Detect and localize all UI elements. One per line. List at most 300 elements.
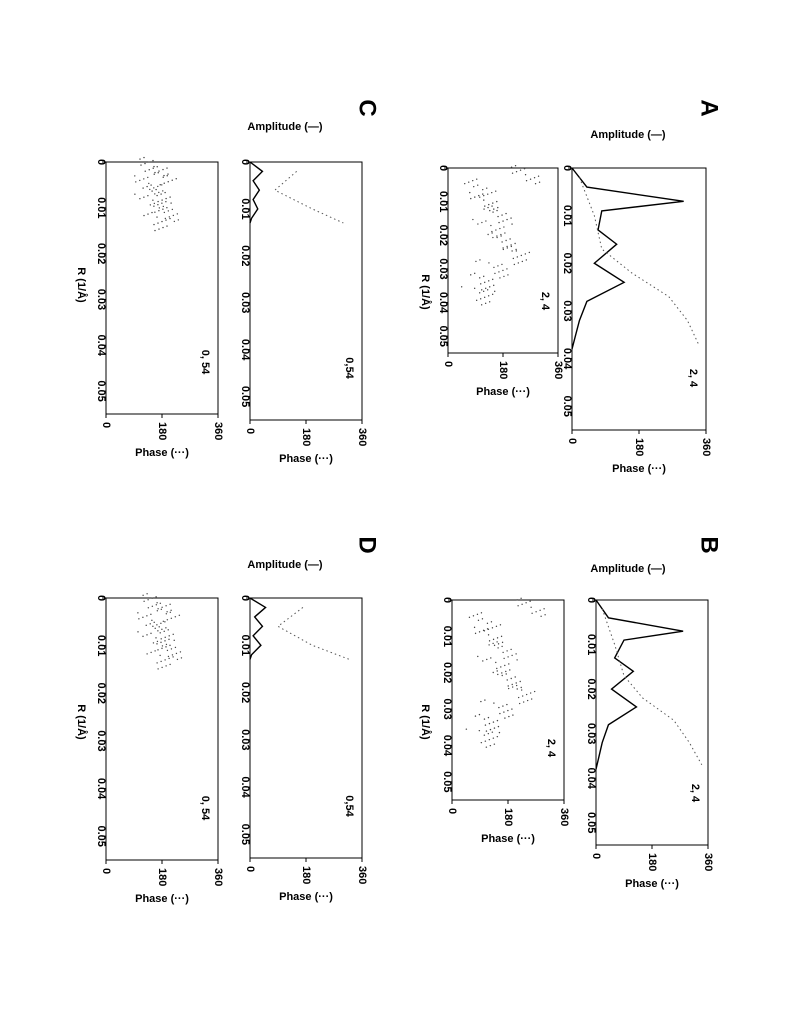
panel-c-bottom-r-tick-label: 0.04 [95,334,107,356]
panel-c-bottom-phase-point [162,227,163,228]
panel-c-bottom-phase-point [160,184,161,185]
panel-c-bottom-phase-point [156,195,157,196]
panel-d-bottom-phase-point [157,608,158,609]
panel-d-bottom-phase-point [150,652,151,653]
panel-d-bottom-phase-point [160,603,161,604]
panel-c-bottom-r-tick-label: 0 [95,158,107,166]
panel-d-bottom-phase-point [163,621,164,622]
panel-a-bottom-phase-point [483,276,484,277]
panel-a-bottom-phase-point [502,270,503,271]
panel-d-top-r-tick-label: 0.05 [239,823,251,846]
panel-d-bottom-phase-point [161,607,162,608]
panel-a-bottom-phase-point [516,171,517,172]
panel-b-top-r-tick-label: 0.04 [585,767,597,789]
panel-c-bottom-r-tick-label: 0.03 [95,288,107,311]
panel-c-top-phase-line [275,171,343,223]
panel-c-bottom-phase-point [165,198,166,199]
panel-b-bottom-phase-point [515,676,516,677]
panel-b-top-phase-tick-label: 180 [646,853,659,872]
panel-b-bottom-phase-point [505,671,506,672]
panel-c-top-phase-label: Phase (···) [279,453,333,465]
panel-b-bottom-phase-point [490,657,491,658]
panel-b-bottom-phase-point [510,649,511,650]
panel-a-bottom-phase-point [491,205,492,206]
panel-d-bottom-phase-point [174,640,175,641]
panel-b-bottom-phase-point [493,721,494,722]
panel-d-bottom-phase-point [157,668,158,669]
panel-b-bottom-phase-point [490,745,491,746]
panel-d-bottom-phase-point [155,596,156,597]
panel-a-bottom-phase-point [515,165,516,166]
panel-a-bottom-phase-point [484,205,485,206]
panel-a-bottom-phase-point [481,222,482,223]
panel-c-bottom-phase-point [149,169,150,170]
panel-d-bottom-phase-point [155,628,156,629]
panel-b-bottom-phase-point [495,662,496,663]
panel-a-bottom-phase-point [461,286,462,287]
panel-c-bottom-phase-point [150,184,151,185]
panel-c-bottom-phase-point [159,207,160,208]
panel-b-bottom-phase-point [511,678,512,679]
panel-b-top-phase-line [602,609,702,765]
panel-a-bottom-phase-point [491,232,492,233]
panel-a-bottom-phase-point [488,204,489,205]
panel-b-bottom-phase-point [489,640,490,641]
panel-d-letter: D [353,536,381,554]
panel-c-bottom-phase-point [157,204,158,205]
panel-a-bottom-phase-point [504,232,505,233]
panel-a-bottom-phase-point [497,216,498,217]
panel-d-bottom-phase-point [175,647,176,648]
panel-b-bottom-phase-point [516,659,517,660]
panel-c-bottom-tag: 0, 54 [199,349,211,375]
panel-d-top-phase-line [278,607,350,659]
panel-c-bottom-r-tick-label: 0.01 [95,197,107,219]
panel-b-bottom-phase-point [493,702,494,703]
panel-d-top-phase-label: Phase (···) [279,891,333,903]
panel-b-bottom-phase-point [493,639,494,640]
panel-d-bottom-phase-point [161,667,162,668]
panel-c-bottom-phase-point [156,216,157,217]
panel-b-bottom-phase-point [484,718,485,719]
panel-b-bottom-phase-point [492,627,493,628]
panel-a-bottom-phase-tick-label: 180 [497,361,510,380]
panel-a-bottom-phase-point [501,264,502,265]
panel-d-bottom-phase-point [169,635,170,636]
panel-a-bottom-phase-point [477,223,478,224]
panel-b-bottom-phase-point [504,665,505,666]
panel-a-bottom-phase-point [469,192,470,193]
panel-b-bottom-phase-point [497,720,498,721]
panel-d-bottom-r-tick-label: 0.01 [95,634,107,657]
panel-c-bottom-phase-point [148,161,149,162]
panel-b-bottom-phase-point [478,620,479,621]
panel-a-bottom-phase-point [506,246,507,247]
panel-b-bottom-phase-point [498,707,499,708]
panel-d-bottom-r-tick-label: 0.05 [95,825,107,847]
panel-d-bottom-phase-point [154,650,155,651]
panel-a-bottom-phase-point [464,183,465,184]
panel-d-bottom-phase-point [162,645,163,646]
panel-b-letter: B [695,536,723,554]
panel-a-r-label: R (1/Å) [419,274,431,310]
panel-d-bottom-phase-point [166,644,167,645]
panel-b-bottom-phase-point [466,728,467,729]
panel-c-bottom-phase-point [165,201,166,202]
panel-c-bottom-phase-point [139,158,140,159]
panel-a-bottom-phase-point [478,195,479,196]
panel-d-bottom-phase-point [170,612,171,613]
panel-b-bottom-phase-point [474,627,475,628]
panel-d-bottom-phase-point [161,638,162,639]
panel-b-bottom-phase-point [517,605,518,606]
panel-c-bottom-phase-tick-label: 180 [156,422,169,441]
panel-d-top-r-tick-label: 0.04 [239,776,251,798]
panel-d-bottom-phase-point [181,657,182,658]
panel-d-bottom-phase-point [176,653,177,654]
panel-c-bottom-phase-point [157,186,158,187]
panel-d-bottom-phase-point [164,631,165,632]
panel-a-bottom-phase-point [498,271,499,272]
panel-a-bottom-phase-point [470,198,471,199]
panel-d-bottom-phase-point [142,595,143,596]
panel-b-bottom-phase-point [496,668,497,669]
panel-c-bottom-phase-point [134,175,135,176]
panel-b-bottom-phase-point [512,686,513,687]
panel-a-bottom-phase-point [501,241,502,242]
panel-b-bottom-phase-point [543,608,544,609]
panel-b-bottom-phase-point [509,669,510,670]
panel-a-bottom-phase-point [489,210,490,211]
panel-a-bottom-plot [437,165,564,379]
panel-b-bottom-phase-point [494,743,495,744]
panel-b-bottom-phase-point [489,739,490,740]
panel-d-bottom-phase-point [155,637,156,638]
panel-a-bottom-phase-point [482,193,483,194]
panel-c-bottom-phase-point [177,213,178,214]
panel-a-bottom-phase-point [487,193,488,194]
panel-a-top-tag: 2, 4 [687,368,699,388]
panel-c-bottom-phase-point [158,228,159,229]
panel-a-bottom-phase-point [507,274,508,275]
panel-b-bottom-phase-point [539,610,540,611]
panel-d-bottom-phase-point [147,599,148,600]
panel-a-bottom-phase-point [491,192,492,193]
panel-c-bottom-phase-point [172,209,173,210]
panel-c-bottom-r-tick-label: 0.02 [95,242,107,265]
panel-a-letter: A [695,99,723,117]
panel-b-bottom-phase-point [500,624,501,625]
panel-a-bottom-phase-point [482,189,483,190]
panel-b-bottom-phase-point [511,655,512,656]
panel-a-bottom-phase-point [529,252,530,253]
panel-c-bottom-phase-tick-label: 0 [100,422,113,429]
panel-d-bottom-phase-point [167,650,168,651]
panel-a-bottom-phase-point [468,181,469,182]
panel-d-bottom-r-tick-label: 0.03 [95,730,107,752]
panel-c-bottom-phase-point [157,222,158,223]
panel-b-bottom-phase-point [516,682,517,683]
panel-c-top-phase-tick-label: 180 [300,428,313,447]
panel-b-bottom-phase-point [520,681,521,682]
panel-a-bottom-phase-point [479,259,480,260]
panel-b-bottom-r-tick-label: 0.05 [441,771,453,793]
panel-a-bottom-phase-point [503,226,504,227]
panel-a-bottom-phase-point [492,294,493,295]
panel-c-bottom-phase-point [167,175,168,176]
panel-d-bottom-phase-point [179,615,180,616]
panel-c-bottom-phase-point [143,197,144,198]
panel-b-bottom-phase-point [527,700,528,701]
panel-c-bottom-phase-point [147,213,148,214]
panel-c-bottom-phase-point [167,173,168,174]
panel-c-bottom-phase-point [153,187,154,188]
panel-d-bottom-phase-point [170,610,171,611]
panel-b-bottom-phase-point [497,736,498,737]
panel-b-top-r-tick-label: 0 [585,596,597,604]
panel-a-top-r-tick-label: 0.03 [561,300,573,322]
panel-b-bottom-phase-point [488,634,489,635]
panel-b-bottom-phase-point [469,617,470,618]
panel-c-top-r-tick-label: 0.03 [239,292,251,314]
panel-d-bottom-phase-point [169,604,170,605]
panel-c-bottom-phase-point [154,172,155,173]
panel-d-bottom-phase-point [154,622,155,623]
panel-a-bottom-phase-point [513,258,514,259]
panel-d-bottom-phase-point [172,656,173,657]
panel-c-amplitude-label: Amplitude (—) [247,121,323,133]
panel-d-bottom-phase-point [161,648,162,649]
panel-c-bottom-phase-point [166,167,167,168]
panel-a-bottom-phase-point [492,279,493,280]
panel-c-top-r-tick-label: 0.01 [239,198,251,220]
panel-c-bottom-phase-point [134,194,135,195]
panel-c-bottom-phase-tick-label: 360 [212,422,225,441]
panel-c-bottom-phase-point [151,190,152,191]
panel-b-bottom-phase-point [483,630,484,631]
panel-a-bottom-phase-point [498,222,499,223]
panel-a-bottom-phase-point [525,174,526,175]
panel-b-top-phase-tick-label: 360 [702,853,715,872]
panel-b-bottom-phase-point [508,685,509,686]
panel-a-bottom-phase-point [492,211,493,212]
panel-c-bottom-phase-point [163,206,164,207]
panel-d-top-phase-tick-label: 180 [300,866,313,885]
panel-b-bottom-phase-point [488,717,489,718]
panel-a-bottom-phase-point [493,208,494,209]
panel-c-bottom-phase-point [169,196,170,197]
panel-a-bottom-phase-point [496,235,497,236]
panel-d-top-tag: 0,54 [343,795,355,817]
panel-a-bottom-phase-point [524,168,525,169]
panel-b-bottom-phase-point [529,601,530,602]
panel-a-bottom-phase-tick-label: 0 [442,361,455,368]
panel-d-bottom-phase-point [168,639,169,640]
panel-d-bottom-phase-point [146,615,147,616]
panel-d-bottom-phase-point [142,617,143,618]
panel-b-bottom-phase-point [479,730,480,731]
panel-d-bottom-phase-point [146,625,147,626]
panel-a-bottom-phase-point [481,304,482,305]
panel-a-bottom-phase-point [538,176,539,177]
panel-d-bottom-phase-point [152,606,153,607]
panel-c-bottom-phase-point [148,183,149,184]
panel-b-bottom-phase-point [496,626,497,627]
panel-d-bottom-phase-point [156,643,157,644]
panel-b-bottom-phase-point [494,645,495,646]
panel-a-bottom-phase-point [510,244,511,245]
panel-d-bottom-phase-tick-label: 360 [212,868,225,887]
panel-d-bottom-phase-point [173,634,174,635]
panel-b-bottom-phase-point [499,732,500,733]
panel-a-bottom-phase-point [489,301,490,302]
panel-a-bottom-phase-point [503,249,504,250]
panel-b-bottom-phase-point [523,701,524,702]
panel-b-bottom-phase-point [501,646,502,647]
panel-b-bottom-phase-point [486,746,487,747]
panel-d-bottom-phase-point [146,653,147,654]
panel-d-bottom-phase-point [157,649,158,650]
panel-d-bottom-phase-point [180,651,181,652]
panel-a-bottom-phase-point [502,247,503,248]
panel-a-bottom-phase-point [483,291,484,292]
panel-a-bottom-phase-point [514,264,515,265]
panel-a-bottom-phase-point [492,202,493,203]
panel-b-bottom-phase-point [517,688,518,689]
panel-c-bottom-phase-point [161,199,162,200]
panel-a-top-amplitude-line [572,168,684,349]
panel-d-top-r-tick-label: 0.02 [239,681,251,704]
panel-d-bottom-phase-point [165,646,166,647]
panel-b-bottom-phase-point [488,733,489,734]
panel-a-bottom-phase-point [470,274,471,275]
panel-a-bottom-phase-point [487,234,488,235]
panel-d-bottom-phase-point [166,611,167,612]
panel-b-bottom-phase-point [475,633,476,634]
panel-b-top-r-tick-label: 0.02 [585,678,597,700]
panel-b-bottom-phase-point [487,623,488,624]
panel-a-bottom-phase-point [506,268,507,269]
panel-a-bottom-phase-point [512,173,513,174]
panel-b-bottom-phase-point [521,687,522,688]
panel-c-bottom-phase-point [157,201,158,202]
panel-a-bottom-phase-point [539,182,540,183]
panel-a-top-phase-label: Phase (···) [612,463,666,475]
panel-c-top-r-tick-label: 0 [239,158,251,166]
panel-c-bottom-phase-point [153,166,154,167]
panel-b-bottom-phase-point [497,637,498,638]
panel-c-bottom-phase-point [160,193,161,194]
panel-b-bottom-r-tick-label: 0.03 [441,698,453,720]
panel-a-bottom-phase-point [511,167,512,168]
panel-d-bottom-phase-point [137,631,138,632]
panel-d-top-amplitude-line [250,598,266,659]
panel-b-bottom-phase-point [515,653,516,654]
panel-b-bottom-phase-point [482,618,483,619]
panel-c-bottom-phase-point [149,189,150,190]
panel-d-bottom-phase-point [168,658,169,659]
panel-b-bottom-phase-point [531,613,532,614]
panel-c-bottom-phase-point [153,168,154,169]
panel-a-bottom-phase-point [499,277,500,278]
panel-b-bottom-phase-label: Phase (···) [481,833,535,845]
panel-d-bottom-phase-point [165,637,166,638]
panel-a-bottom-phase-point [514,243,515,244]
panel-b-bottom-phase-point [485,740,486,741]
panel-c-bottom-phase-point [164,212,165,213]
panel-d-bottom-phase-point [142,636,143,637]
panel-d-bottom-phase-point [160,623,161,624]
panel-c-bottom-phase-point [163,177,164,178]
panel-c-bottom-phase-point [164,192,165,193]
panel-a-bottom-phase-point [488,295,489,296]
panel-c-bottom-phase-point [176,178,177,179]
panel-a-bottom-phase-point [472,219,473,220]
panel-b-bottom-phase-point [502,642,503,643]
panel-c-bottom-phase-point [155,189,156,190]
panel-a-bottom-phase-point [479,196,480,197]
panel-c-bottom-phase-point [153,224,154,225]
panel-c-bottom-phase-point [173,215,174,216]
panel-b-bottom-phase-point [519,703,520,704]
panel-d-bottom-tag: 0, 54 [199,795,211,821]
panel-a-bottom-phase-point [487,289,488,290]
panel-b-bottom-r-tick-label: 0.02 [441,662,453,684]
panel-b-bottom-phase-point [503,658,504,659]
panel-a-bottom-phase-point [518,262,519,263]
panel-d-bottom-phase-point [152,626,153,627]
panel-b-bottom-phase-point [508,663,509,664]
panel-c-top-plot [239,159,368,446]
panel-b-bottom-phase-point [498,726,499,727]
panel-c-bottom-phase-point [145,171,146,172]
panel-a-bottom-phase-point [494,273,495,274]
panel-b-bottom-phase-tick-label: 0 [446,808,459,815]
panel-a-bottom-phase-point [485,220,486,221]
panel-a-bottom-phase-point [480,298,481,299]
panel-b-bottom-phase-point [481,612,482,613]
panel-b-bottom-phase-point [473,615,474,616]
panel-a-bottom-phase-point [487,207,488,208]
panel-c-bottom-phase-point [164,183,165,184]
panel-c-bottom-phase-point [152,200,153,201]
panel-a-bottom-phase-point [530,179,531,180]
panel-a-bottom-phase-point [477,184,478,185]
panel-b-bottom-phase-point [500,666,501,667]
panel-b-bottom-phase-point [531,698,532,699]
panel-c-bottom-phase-point [158,192,159,193]
panel-b-bottom-phase-point [484,734,485,735]
panel-a-bottom-phase-point [481,289,482,290]
panel-d-bottom-phase-point [159,626,160,627]
panel-b-bottom-phase-point [498,643,499,644]
panel-b-bottom-frame [452,600,564,800]
panel-d-bottom-phase-point [151,620,152,621]
panel-d-top-phase-tick-label: 0 [244,866,257,873]
panel-d-amplitude-label: Amplitude (—) [247,559,323,571]
panel-a-bottom-phase-point [489,286,490,287]
panel-d-bottom-frame [106,598,218,860]
panel-a-bottom-phase-point [509,238,510,239]
panel-a-bottom-phase-point [493,267,494,268]
panel-d-bottom-phase-point [172,654,173,655]
panel-b-bottom-phase-point [477,614,478,615]
panel-d-bottom-phase-point [165,627,166,628]
panel-b-bottom-phase-point [477,656,478,657]
panel-d-bottom-phase-label: Phase (···) [135,893,189,905]
panel-c-bottom-phase-point [168,210,169,211]
panel-b-amplitude-label: Amplitude (—) [590,563,666,575]
